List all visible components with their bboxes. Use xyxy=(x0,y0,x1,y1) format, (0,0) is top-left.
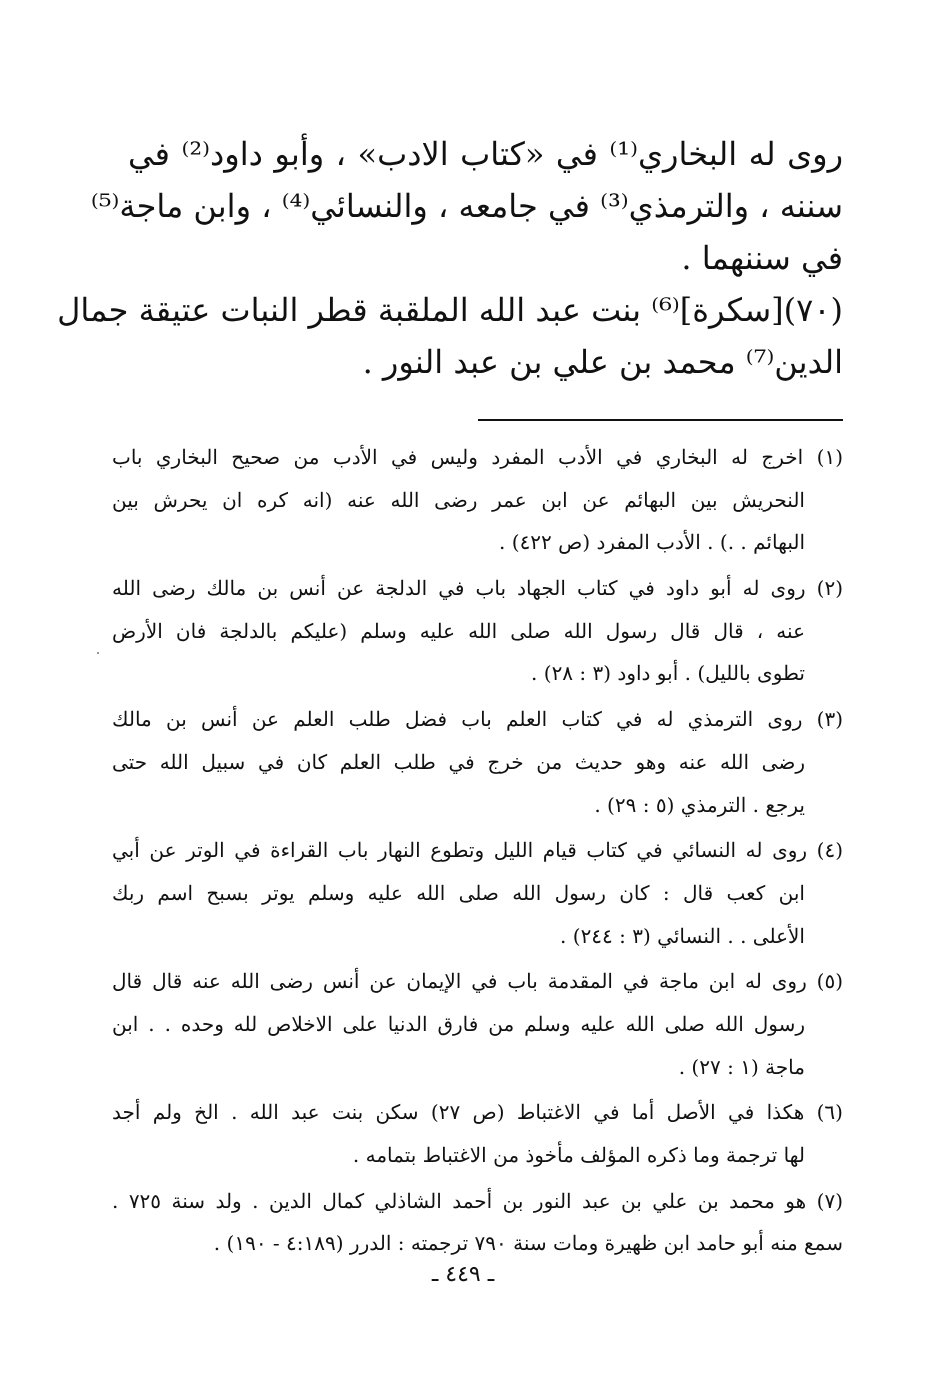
footnote-6 xyxy=(112,1091,843,1176)
footnote-line: البهائم . .) . الأدب المفرد (ص ٤٢٢) . xyxy=(499,530,805,555)
main-text-line: روى له البخاري⁽¹⁾ في «كتاب الادب» ، وأبو داود⁽²⁾ في xyxy=(128,135,844,173)
footnote-line: (٤) روى له النسائي في كتاب قيام الليل وتطوع النهار باب القراءة في الوتر عن أبي xyxy=(112,838,843,863)
footnote-2 xyxy=(112,567,843,695)
footnote-line: سمع منه أبو حامد ابن ظهيرة ومات سنة ٧٩٠ ترجمته : الدرر (٤:١٨٩ - ١٩٠) . xyxy=(213,1231,843,1256)
footnote-3 xyxy=(112,698,843,826)
main-text-line: (٧٠)[سكرة]⁽⁶⁾ بنت عبد الله الملقبة قطر النبات عتيقة جمال xyxy=(57,291,843,329)
main-text xyxy=(57,128,844,388)
footnotes xyxy=(112,436,843,1268)
footnote-line: يرجع . الترمذي (٥ : ٢٩) . xyxy=(594,792,805,817)
footnote-line: رضى الله عنه وهو حديث من خرج في طلب العلم كان في سبيل الله حتى xyxy=(112,749,805,774)
footnote-1 xyxy=(112,436,843,564)
footnote-line: (١) اخرج له البخاري في الأدب المفرد وليس في الأدب من صحيح البخاري باب xyxy=(112,445,843,469)
footnote-line: (٢) روى له أبو داود في كتاب الجهاد باب في الدلجة عن أنس بن مالك رضى الله xyxy=(112,576,843,601)
footnote-line: (٧) هو محمد بن علي بن عبد النور بن أحمد الشاذلي كمال الدين . ولد سنة ٧٢٥ . xyxy=(112,1188,843,1213)
footnote-line: النحريش بين البهائم عن ابن عمر رضى الله عنه (انه كره ان يحرش بين xyxy=(112,487,805,512)
footnote-line: (٦) هكذا في الأصل أما في الاغتباط (ص ٢٧) سكن بنت عبد الله . الخ ولم أجد xyxy=(112,1100,843,1125)
footnote-line: رسول الله صلى الله عليه وسلم من فارق الدنيا على الاخلاص لله وحده . . ابن xyxy=(112,1011,805,1036)
footnote-line: لها ترجمة وما ذكره المؤلف مأخوذ من الاغتباط بتمامه . xyxy=(352,1143,805,1167)
footnote-line: (٥) روى له ابن ماجة في المقدمة باب في الإيمان عن أنس رضى الله عنه قال قال xyxy=(112,969,843,994)
margin-speck xyxy=(97,652,99,654)
footnote-separator xyxy=(478,419,843,421)
footnote-line: عنه ، قال قال رسول الله صلى الله عليه وسلم (عليكم بالدلجة فان الأرض xyxy=(112,618,806,643)
page-number: ـ ٤٤٩ ـ xyxy=(431,1262,495,1287)
footnote-4 xyxy=(112,829,843,957)
footnote-line: تطوى بالليل) . أبو داود (٣ : ٢٨) . xyxy=(531,661,805,686)
main-text-line: سننه ، والترمذي⁽³⁾ في جامعه ، والنسائي⁽⁴⁾ ، وابن ماجة⁽⁵⁾ xyxy=(90,187,843,225)
footnote-line: ماجة (١ : ٢٧) . xyxy=(678,1054,805,1079)
footnote-7 xyxy=(112,1180,843,1265)
footnote-line: (٣) روى الترمذي له في كتاب العلم باب فضل طلب العلم عن أنس بن مالك xyxy=(112,707,843,732)
footnote-line: ابن كعب قال : كان رسول الله صلى الله عليه وسلم يوتر بسبح اسم ربك xyxy=(112,880,805,905)
footnote-5 xyxy=(112,960,843,1088)
main-text-line: الدين⁽⁷⁾ محمد بن علي بن عبد النور . xyxy=(362,343,843,381)
main-text-line: في سننهما . xyxy=(681,239,843,277)
footnote-line: الأعلى . . النسائي (٣ : ٢٤٤) . xyxy=(560,923,805,948)
